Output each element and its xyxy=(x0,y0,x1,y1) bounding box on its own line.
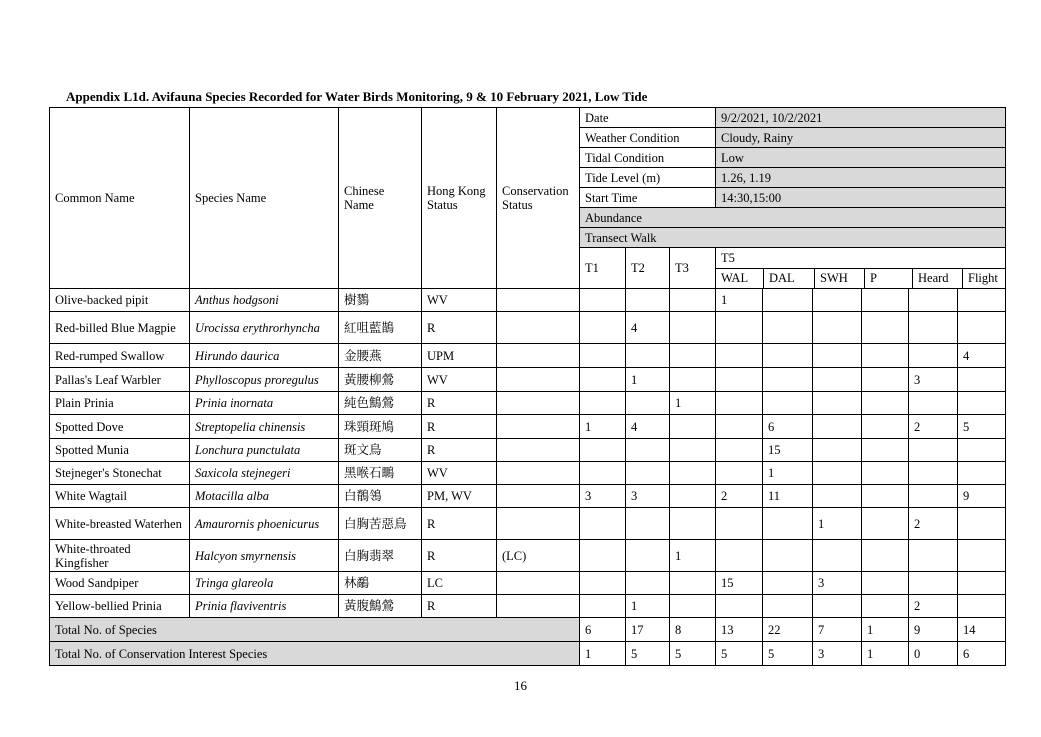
count-cell: 5 xyxy=(958,415,1006,439)
count-cell xyxy=(626,540,670,572)
species-name-cell: Anthus hodgsoni xyxy=(190,289,339,312)
count-cell xyxy=(716,392,763,415)
meta-value: 1.26, 1.19 xyxy=(716,168,1006,188)
common-name-cell: Red-rumped Swallow xyxy=(50,344,190,368)
transect-t1-header: T1 xyxy=(580,248,626,289)
meta-label: Date xyxy=(580,108,716,128)
count-cell xyxy=(670,572,716,595)
count-cell xyxy=(862,312,909,344)
abundance-label: Abundance xyxy=(580,208,1006,228)
table-row xyxy=(50,289,1006,312)
count-cell xyxy=(580,368,626,392)
count-cell: 1 xyxy=(626,368,670,392)
count-cell xyxy=(670,415,716,439)
conservation-status-cell: (LC) xyxy=(497,540,580,572)
total-cell: 9 xyxy=(909,618,958,642)
count-cell xyxy=(958,368,1006,392)
species-name-cell: Urocissa erythrorhyncha xyxy=(190,312,339,344)
count-cell: 3 xyxy=(909,368,958,392)
count-cell: 3 xyxy=(626,485,670,508)
chinese-name-cell: 黃腹鷦鶯 xyxy=(339,595,422,618)
count-cell xyxy=(716,344,763,368)
count-cell xyxy=(862,462,909,485)
conservation-status-cell xyxy=(497,312,580,344)
transect-walk-label: Transect Walk xyxy=(580,228,1006,248)
total-cell: 22 xyxy=(763,618,813,642)
count-cell xyxy=(580,392,626,415)
count-cell xyxy=(909,439,958,462)
species-name-cell: Prinia flaviventris xyxy=(190,595,339,618)
count-cell xyxy=(909,572,958,595)
total-cell: 6 xyxy=(580,618,626,642)
count-cell: 1 xyxy=(813,508,862,540)
transect-t2-header: T2 xyxy=(626,248,670,289)
count-cell xyxy=(958,312,1006,344)
meta-value: Cloudy, Rainy xyxy=(716,128,1006,148)
table-row xyxy=(50,312,1006,344)
count-cell xyxy=(580,572,626,595)
count-cell xyxy=(909,485,958,508)
count-cell xyxy=(813,392,862,415)
hk-status-cell: R xyxy=(422,415,497,439)
count-cell: 3 xyxy=(813,572,862,595)
count-cell: 1 xyxy=(670,392,716,415)
count-cell xyxy=(716,595,763,618)
count-cell xyxy=(716,508,763,540)
hk-status-cell: R xyxy=(422,392,497,415)
common-name-cell: White Wagtail xyxy=(50,485,190,508)
table-row xyxy=(50,344,1006,368)
hk-status-cell: WV xyxy=(422,368,497,392)
count-cell xyxy=(862,508,909,540)
table-row xyxy=(50,368,1006,392)
chinese-name-cell: 白鶺鴒 xyxy=(339,485,422,508)
header-species-name: Species Name xyxy=(190,108,339,289)
count-cell xyxy=(909,462,958,485)
avifauna-table xyxy=(49,107,1006,666)
conservation-status-cell xyxy=(497,415,580,439)
total-cell: 3 xyxy=(813,642,862,666)
count-cell: 11 xyxy=(763,485,813,508)
count-cell xyxy=(862,595,909,618)
count-cell xyxy=(958,289,1006,312)
count-cell xyxy=(626,439,670,462)
chinese-name-cell: 樹鷚 xyxy=(339,289,422,312)
common-name-cell: Spotted Dove xyxy=(50,415,190,439)
count-cell xyxy=(716,368,763,392)
table-row xyxy=(50,572,1006,595)
common-name-cell: Olive-backed pipit xyxy=(50,289,190,312)
count-cell xyxy=(862,540,909,572)
count-cell xyxy=(958,392,1006,415)
table-row xyxy=(50,439,1006,462)
count-cell xyxy=(580,595,626,618)
total-cell: 14 xyxy=(958,618,1006,642)
t5-heard-header: Heard xyxy=(913,269,963,288)
chinese-name-cell: 白胸苦惡鳥 xyxy=(339,508,422,540)
count-cell xyxy=(626,289,670,312)
t5-swh-header: SWH xyxy=(815,269,865,288)
count-cell xyxy=(670,289,716,312)
species-name-cell: Phylloscopus proregulus xyxy=(190,368,339,392)
total-cell: 5 xyxy=(716,642,763,666)
count-cell xyxy=(958,508,1006,540)
count-cell: 15 xyxy=(716,572,763,595)
common-name-cell: Stejneger's Stonechat xyxy=(50,462,190,485)
t5-wal-header: WAL xyxy=(716,269,764,288)
count-cell: 2 xyxy=(909,415,958,439)
header-conservation-status: Conservation Status xyxy=(497,108,580,289)
count-cell xyxy=(813,368,862,392)
count-cell xyxy=(670,439,716,462)
count-cell xyxy=(862,392,909,415)
count-cell xyxy=(580,540,626,572)
count-cell xyxy=(813,289,862,312)
page-number: 16 xyxy=(514,678,527,693)
total-cell: 6 xyxy=(958,642,1006,666)
totals-row xyxy=(50,618,1006,642)
totals-label: Total No. of Conservation Interest Species xyxy=(50,642,580,666)
total-cell: 17 xyxy=(626,618,670,642)
count-cell xyxy=(909,344,958,368)
chinese-name-cell: 黑喉石䳭 xyxy=(339,462,422,485)
count-cell xyxy=(763,572,813,595)
species-name-cell: Prinia inornata xyxy=(190,392,339,415)
species-name-cell: Saxicola stejnegeri xyxy=(190,462,339,485)
count-cell xyxy=(909,540,958,572)
hk-status-cell: WV xyxy=(422,462,497,485)
conservation-status-cell xyxy=(497,344,580,368)
species-name-cell: Hirundo daurica xyxy=(190,344,339,368)
common-name-cell: White-breasted Waterhen xyxy=(50,508,190,540)
count-cell xyxy=(813,344,862,368)
count-cell xyxy=(813,540,862,572)
hk-status-cell: R xyxy=(422,595,497,618)
total-cell: 8 xyxy=(670,618,716,642)
meta-value: Low xyxy=(716,148,1006,168)
species-name-cell: Motacilla alba xyxy=(190,485,339,508)
chinese-name-cell: 紅咀藍鵲 xyxy=(339,312,422,344)
chinese-name-cell: 斑文鳥 xyxy=(339,439,422,462)
count-cell xyxy=(580,312,626,344)
count-cell: 1 xyxy=(626,595,670,618)
count-cell xyxy=(862,415,909,439)
count-cell: 2 xyxy=(909,508,958,540)
count-cell xyxy=(813,415,862,439)
header-chinese-name: Chinese Name xyxy=(339,108,422,289)
table-row xyxy=(50,540,1006,572)
t5-header-group xyxy=(716,248,1006,289)
chinese-name-cell: 珠頸斑鳩 xyxy=(339,415,422,439)
meta-label: Tidal Condition xyxy=(580,148,716,168)
common-name-cell: Red-billed Blue Magpie xyxy=(50,312,190,344)
conservation-status-cell xyxy=(497,289,580,312)
header-hk-status: Hong Kong Status xyxy=(422,108,497,289)
count-cell xyxy=(862,289,909,312)
count-cell: 4 xyxy=(958,344,1006,368)
chinese-name-cell: 純色鷦鶯 xyxy=(339,392,422,415)
total-cell: 7 xyxy=(813,618,862,642)
hk-status-cell: R xyxy=(422,439,497,462)
meta-value: 14:30,15:00 xyxy=(716,188,1006,208)
t5-flight-header: Flight xyxy=(968,271,998,285)
count-cell xyxy=(958,540,1006,572)
count-cell xyxy=(763,368,813,392)
meta-label: Start Time xyxy=(580,188,716,208)
count-cell: 9 xyxy=(958,485,1006,508)
species-name-cell: Streptopelia chinensis xyxy=(190,415,339,439)
count-cell xyxy=(670,368,716,392)
common-name-cell: Plain Prinia xyxy=(50,392,190,415)
common-name-cell: Spotted Munia xyxy=(50,439,190,462)
count-cell xyxy=(958,595,1006,618)
count-cell xyxy=(813,485,862,508)
total-cell: 1 xyxy=(862,642,909,666)
meta-label: Weather Condition xyxy=(580,128,716,148)
count-cell xyxy=(626,462,670,485)
t5-dal-header: DAL xyxy=(764,269,815,288)
hk-status-cell: UPM xyxy=(422,344,497,368)
table-caption: Appendix L1d. Avifauna Species Recorded for Water Birds Monitoring, 9 & 10 February 2021, Low Tide xyxy=(66,89,648,104)
count-cell xyxy=(626,508,670,540)
count-cell xyxy=(958,572,1006,595)
count-cell xyxy=(763,344,813,368)
count-cell xyxy=(716,439,763,462)
count-cell xyxy=(670,344,716,368)
conservation-status-cell xyxy=(497,508,580,540)
conservation-status-cell xyxy=(497,439,580,462)
table-row xyxy=(50,508,1006,540)
count-cell xyxy=(716,415,763,439)
count-cell xyxy=(716,462,763,485)
hk-status-cell: PM, WV xyxy=(422,485,497,508)
t5-header: T5 xyxy=(716,248,1005,269)
totals-label: Total No. of Species xyxy=(50,618,580,642)
count-cell xyxy=(670,485,716,508)
count-cell: 2 xyxy=(909,595,958,618)
meta-label: Tide Level (m) xyxy=(580,168,716,188)
count-cell xyxy=(958,439,1006,462)
total-cell: 5 xyxy=(626,642,670,666)
count-cell xyxy=(862,368,909,392)
count-cell xyxy=(580,344,626,368)
count-cell: 6 xyxy=(763,415,813,439)
chinese-name-cell: 金腰燕 xyxy=(339,344,422,368)
hk-status-cell: WV xyxy=(422,289,497,312)
count-cell: 3 xyxy=(580,485,626,508)
count-cell xyxy=(580,462,626,485)
common-name-cell: Yellow-bellied Prinia xyxy=(50,595,190,618)
table-row xyxy=(50,485,1006,508)
count-cell xyxy=(626,344,670,368)
count-cell xyxy=(862,572,909,595)
count-cell xyxy=(813,462,862,485)
chinese-name-cell: 白胸翡翠 xyxy=(339,540,422,572)
count-cell xyxy=(862,485,909,508)
table-row xyxy=(50,462,1006,485)
count-cell xyxy=(763,392,813,415)
count-cell xyxy=(626,392,670,415)
count-cell xyxy=(813,439,862,462)
count-cell xyxy=(862,439,909,462)
count-cell xyxy=(862,344,909,368)
count-cell xyxy=(958,462,1006,485)
count-cell xyxy=(716,540,763,572)
conservation-status-cell xyxy=(497,572,580,595)
species-name-cell: Lonchura punctulata xyxy=(190,439,339,462)
count-cell xyxy=(763,289,813,312)
count-cell: 1 xyxy=(763,462,813,485)
count-cell: 1 xyxy=(670,540,716,572)
table-row xyxy=(50,392,1006,415)
species-name-cell: Tringa glareola xyxy=(190,572,339,595)
meta-value: 9/2/2021, 10/2/2021 xyxy=(716,108,1006,128)
count-cell: 4 xyxy=(626,312,670,344)
count-cell: 15 xyxy=(763,439,813,462)
chinese-name-cell: 林鷸 xyxy=(339,572,422,595)
conservation-status-cell xyxy=(497,485,580,508)
count-cell xyxy=(716,312,763,344)
species-name-cell: Amaurornis phoenicurus xyxy=(190,508,339,540)
hk-status-cell: R xyxy=(422,508,497,540)
count-cell: 1 xyxy=(716,289,763,312)
count-cell xyxy=(580,439,626,462)
count-cell xyxy=(763,312,813,344)
hk-status-cell: R xyxy=(422,540,497,572)
common-name-cell: Pallas's Leaf Warbler xyxy=(50,368,190,392)
count-cell xyxy=(909,289,958,312)
total-cell: 5 xyxy=(763,642,813,666)
species-name-cell: Halcyon smyrnensis xyxy=(190,540,339,572)
transect-t3-header: T3 xyxy=(670,248,716,289)
count-cell xyxy=(813,595,862,618)
total-cell: 1 xyxy=(580,642,626,666)
t5-p-header: P xyxy=(865,269,913,288)
count-cell xyxy=(580,508,626,540)
chinese-name-cell: 黃腰柳鶯 xyxy=(339,368,422,392)
hk-status-cell: R xyxy=(422,312,497,344)
common-name-cell: White-throated Kingfisher xyxy=(50,540,190,572)
conservation-status-cell xyxy=(497,595,580,618)
count-cell: 1 xyxy=(580,415,626,439)
count-cell xyxy=(626,572,670,595)
count-cell xyxy=(670,595,716,618)
count-cell xyxy=(813,312,862,344)
count-cell xyxy=(670,462,716,485)
count-cell xyxy=(670,312,716,344)
hk-status-cell: LC xyxy=(422,572,497,595)
count-cell xyxy=(909,392,958,415)
count-cell: 2 xyxy=(716,485,763,508)
count-cell xyxy=(909,312,958,344)
common-name-cell: Wood Sandpiper xyxy=(50,572,190,595)
count-cell xyxy=(670,508,716,540)
conservation-status-cell xyxy=(497,368,580,392)
total-cell: 1 xyxy=(862,618,909,642)
count-cell xyxy=(763,540,813,572)
count-cell xyxy=(580,289,626,312)
table-row xyxy=(50,415,1006,439)
total-cell: 0 xyxy=(909,642,958,666)
count-cell xyxy=(763,508,813,540)
total-cell: 13 xyxy=(716,618,763,642)
count-cell xyxy=(763,595,813,618)
count-cell: 4 xyxy=(626,415,670,439)
conservation-status-cell xyxy=(497,462,580,485)
conservation-status-cell xyxy=(497,392,580,415)
total-cell: 5 xyxy=(670,642,716,666)
header-common-name: Common Name xyxy=(50,108,190,289)
totals-row xyxy=(50,642,1006,666)
table-row xyxy=(50,595,1006,618)
